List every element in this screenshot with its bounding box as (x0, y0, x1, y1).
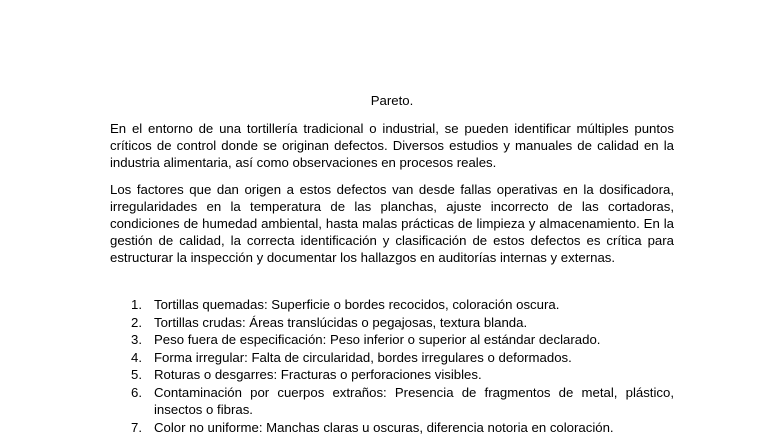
list-item-text: Peso fuera de especificación: Peso inferior o superior al estándar declarado. (154, 332, 601, 348)
list-item (110, 296, 674, 313)
list-item-number: 3. (131, 332, 142, 348)
list-item-number: 1. (131, 297, 142, 312)
list-item-number: 7. (131, 419, 142, 435)
list-item-number: 5. (131, 367, 142, 383)
list-item-text: Forma irregular: Falta de circularidad, bordes irregulares o deformados. (154, 349, 572, 365)
list-item-text: Tortillas quemadas: Superficie o bordes recocidos, coloración oscura. (154, 297, 560, 312)
list-item-text: Tortillas crudas: Áreas translúcidas o pegajosas, textura blanda. (154, 314, 528, 330)
list-item-text: Roturas o desgarres: Fracturas o perforaciones visibles. (154, 367, 482, 383)
list-item (110, 331, 674, 348)
list-item (110, 384, 674, 418)
paragraph-factors: Los factores que dan origen a estos defectos van desde fallas operativas en la dosificadora, irregularidades en la temperatura de las planchas, ajuste incorrecto de las cortadoras, condiciones de humedad ambiental, hasta malas prácticas de limpieza y almacenamiento. En la gestión de calidad, la correcta identificación y clasificación de estos defectos es crítica para estructurar la inspección y documentar los hallazgos en auditorías internas y externas. (110, 182, 674, 265)
list-item (110, 314, 674, 331)
list-item-number: 6. (131, 384, 142, 400)
list-item-number: 4. (131, 349, 142, 365)
list-item (110, 366, 674, 383)
list-item (110, 349, 674, 366)
list-item-number: 2. (131, 314, 142, 330)
list-item (110, 419, 674, 436)
list-item-text: Contaminación por cuerpos extraños: Presencia de fragmentos de metal, plástico, insectos o fibras. (154, 384, 674, 417)
list-item-text: Color no uniforme: Manchas claras u oscuras, diferencia notoria en coloración. (154, 419, 614, 435)
document-title: Pareto. (370, 93, 414, 108)
paragraph-intro: En el entorno de una tortillería tradicional o industrial, se pueden identificar múltiples puntos críticos de control donde se originan defectos. Diversos estudios y manuales de calidad en la industria alimentaria, así como observaciones en procesos reales. (110, 121, 674, 170)
defect-list (110, 296, 674, 436)
